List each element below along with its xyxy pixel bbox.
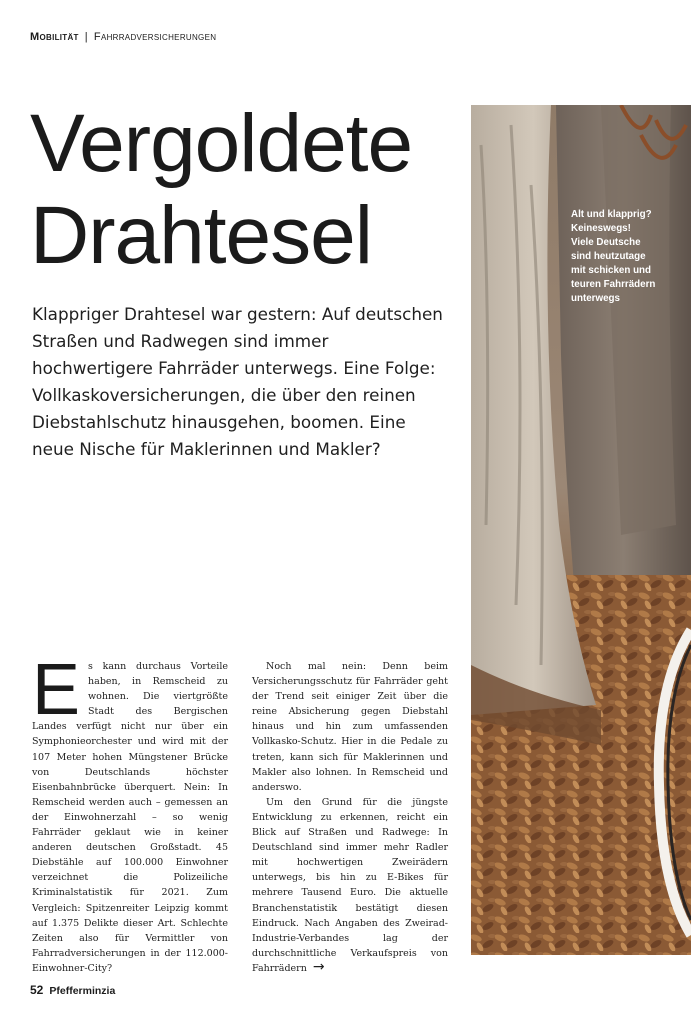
article-column-2: [252, 659, 448, 976]
page-number: 52: [30, 983, 44, 997]
magazine-name: Pfefferminzia: [49, 985, 116, 997]
paragraph-text: s kann durchaus Vorteile haben, in Remscheid zu wohnen. Die viertgrößte Stadt des Bergischen Landes verfügt nicht nur über ein Symphonieorchester und wird mit der 107 Meter hohen Müngstener Brücke von Deutschlands höchster Eisenbahnbrücke überquert. Nein: In Remscheid werden auch – gemessen an der Einwohnerzahl – so wenig Fahrräder geklaut wie in keiner anderen deutschen Großstadt. 45 Diebstähle auf 100.000 Einwohner verzeichnet die Polizeiliche Kriminalstatistik für 2021. Zum Vergleich: Spitzenreiter Leipzig kommt auf 1.375 Delikte dieser Art. Schlechte Zeiten also für Vermittler von Fahrradversicherungen in der 112.000-Einwohner-City?: [32, 661, 228, 974]
section-header: [30, 31, 216, 43]
section-label: Mobilität: [30, 31, 79, 43]
drop-cap: E: [32, 650, 81, 730]
subsection-label: Fahrradversicherungen: [93, 31, 217, 43]
paragraph-text: Um den Grund für die jüngste Entwicklung zu erkennen, reicht ein Blick auf Straßen und Radwege: In Deutschland sind immer mehr Radler mit hochwertigen Zweirädern unterwegs, bis hin zu E-Bikes für mehrere Tausend Euro. Die aktuelle Branchenstatistik bestätigt diesen Eindruck. Nach Angaben des Zweirad-Industrie-Verbandes lag der durchschnittliche Verkaufspreis von Fahrrädern: [252, 796, 448, 974]
article-lead: Klappriger Drahtesel war gestern: Auf deutschen Straßen und Radwegen sind immer hochwertigere Fahrräder unterwegs. Eine Folge: Vollkaskoversicherungen, die über den reinen Diebstahlschutz hinausgehen, boomen. Eine neue Nische für Maklerinnen und Makler?: [32, 304, 443, 459]
page-footer: [30, 983, 115, 997]
article-paragraph: Noch mal nein: Denn beim Versicherungsschutz für Fahrräder geht der Trend seit einiger Zeit über die reine Absicherung gegen Diebstahl hinaus und hin zum umfassenden Vollkasko-Schutz. Hier in die Pedale zu treten, kann sich für Maklerinnen und Makler also lohnen. In Remscheid und anderswo.: [252, 661, 448, 793]
article-column-1: [32, 650, 228, 976]
photo-caption: Alt und klapprig? Keineswegs! Viele Deutsche sind heutzutage mit schicken und teuren Fahrrädern unterwegs: [571, 209, 656, 304]
article-paragraph: [32, 650, 228, 976]
continue-arrow-icon: →: [312, 958, 325, 975]
header-separator: |: [84, 31, 88, 43]
article-title: Vergoldete Drahtesel: [30, 98, 413, 281]
article-paragraph: [252, 795, 448, 976]
